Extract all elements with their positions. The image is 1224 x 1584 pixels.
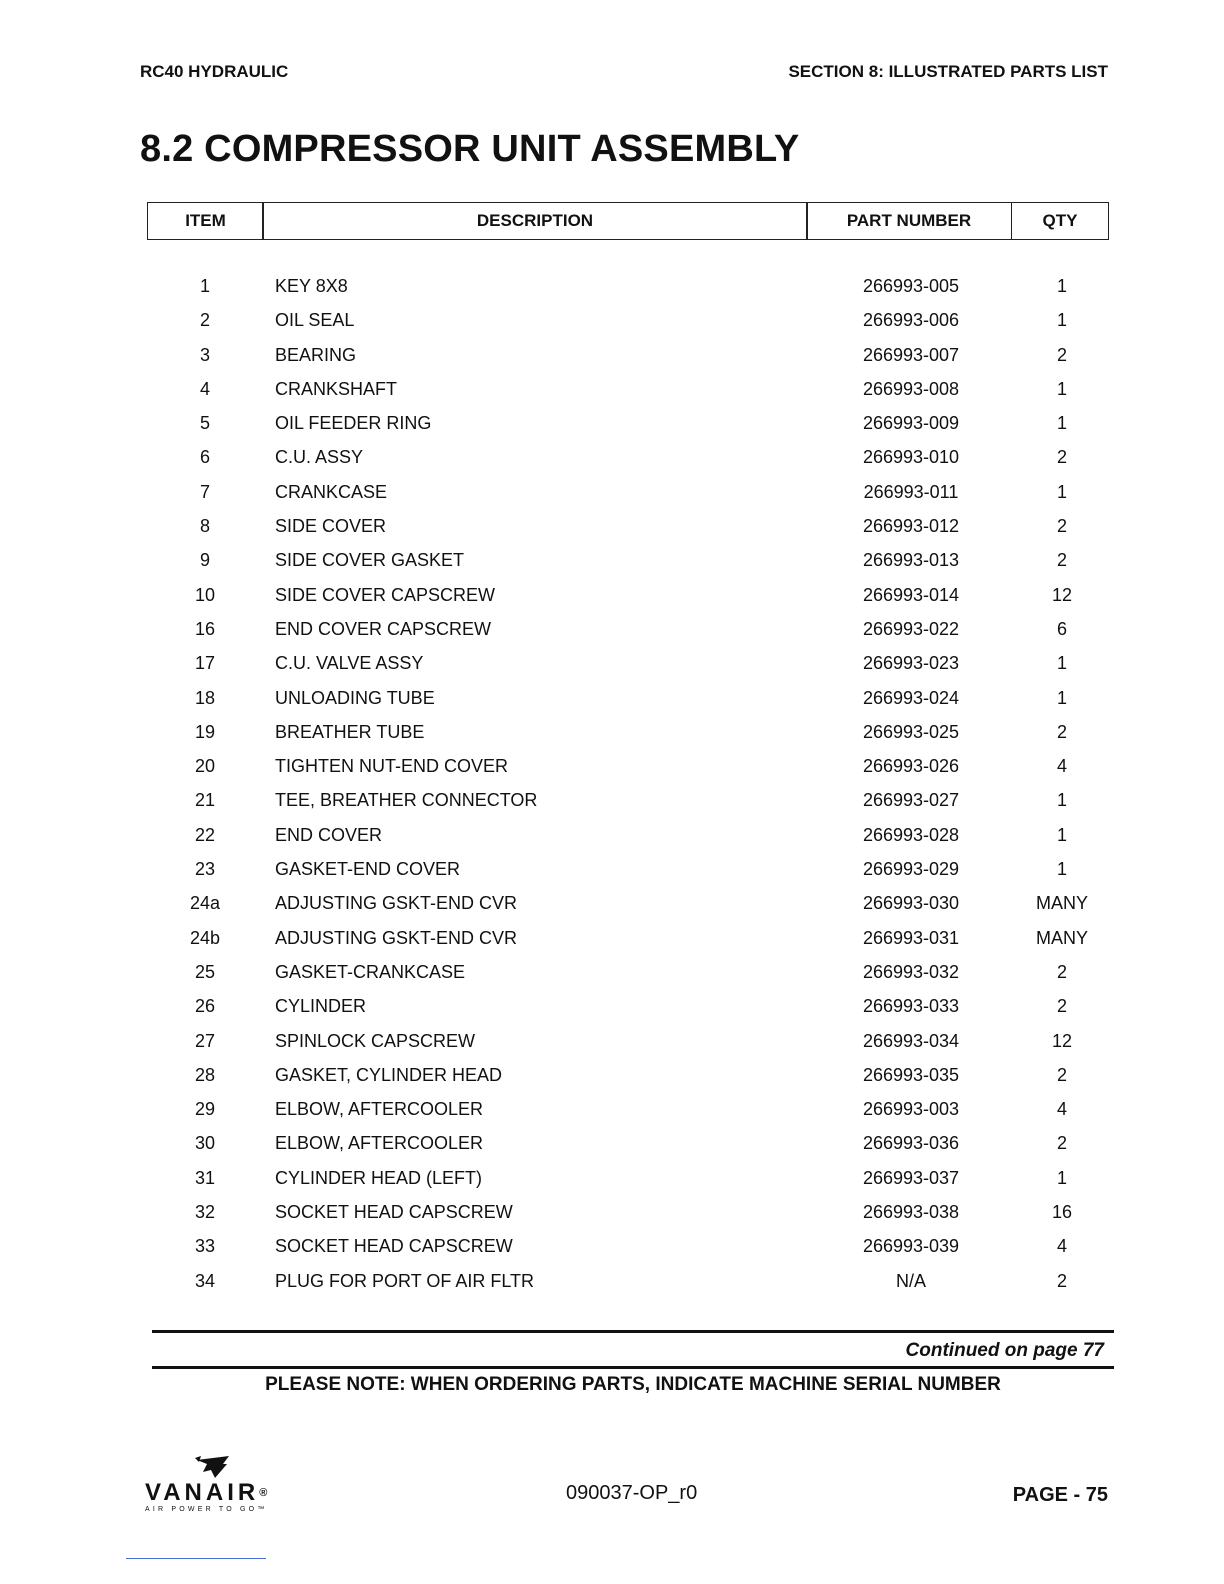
divider-bottom [152, 1366, 1114, 1369]
table-row [0, 270, 1224, 304]
registered-mark: ® [259, 1487, 268, 1499]
description-cell: C.U. VALVE ASSY [275, 653, 424, 674]
item-cell: 32 [194, 1202, 216, 1223]
qty-cell: 1 [1056, 687, 1067, 708]
table-row [0, 1025, 1224, 1059]
part-number-cell: 266993-033 [862, 996, 960, 1017]
vanair-logo [145, 1450, 305, 1513]
table-row [0, 682, 1224, 716]
part-number-cell: 266993-035 [862, 1064, 960, 1085]
description-cell: GASKET-CRANKCASE [275, 961, 466, 982]
table-row [0, 476, 1224, 510]
qty-cell: 2 [1056, 344, 1067, 365]
part-number-cell: 266993-009 [862, 413, 960, 434]
table-row [0, 750, 1224, 784]
part-number-cell: 266993-038 [862, 1202, 960, 1223]
footer-line [126, 1558, 266, 1559]
divider-top [152, 1330, 1114, 1333]
description-cell: END COVER [275, 824, 383, 845]
brand-text: VANAIR [145, 1479, 260, 1506]
description-cell: SOCKET HEAD CAPSCREW [275, 1236, 513, 1257]
item-cell: 26 [194, 996, 216, 1017]
ordering-note: PLEASE NOTE: WHEN ORDERING PARTS, INDICATE MACHINE SERIAL NUMBER [265, 1374, 1001, 1395]
qty-cell: 4 [1056, 1236, 1067, 1257]
vanair-emblem-icon [193, 1450, 233, 1480]
item-cell: 21 [194, 790, 216, 811]
description-cell: SIDE COVER GASKET [275, 550, 465, 571]
table-row [0, 407, 1224, 441]
qty-cell: 2 [1056, 1133, 1067, 1154]
table-row [0, 441, 1224, 475]
item-cell: 24a [189, 893, 221, 914]
parts-table-body [0, 270, 1224, 1299]
table-row [0, 1127, 1224, 1161]
table-row [0, 510, 1224, 544]
description-cell: BREATHER TUBE [275, 721, 425, 742]
item-cell: 25 [194, 961, 216, 982]
qty-cell: 1 [1056, 859, 1067, 880]
part-number-cell: 266993-030 [862, 893, 960, 914]
description-cell: ELBOW, AFTERCOOLER [275, 1133, 484, 1154]
table-row [0, 373, 1224, 407]
item-cell: 16 [194, 618, 216, 639]
qty-cell: 1 [1056, 790, 1067, 811]
part-number-cell: 266993-032 [862, 961, 960, 982]
qty-cell: 4 [1056, 1099, 1067, 1120]
part-number-cell: 266993-029 [862, 859, 960, 880]
description-cell: SIDE COVER [275, 516, 387, 537]
item-cell: 31 [194, 1167, 216, 1188]
qty-cell: 1 [1056, 481, 1067, 502]
qty-cell: 4 [1056, 756, 1067, 777]
part-number-cell: 266993-008 [862, 378, 960, 399]
table-row [0, 1059, 1224, 1093]
part-number-cell: 266993-013 [862, 550, 960, 571]
item-cell: 18 [194, 687, 216, 708]
part-number-cell: 266993-011 [863, 481, 959, 502]
description-cell: PLUG FOR PORT OF AIR FLTR [275, 1270, 535, 1291]
qty-cell: 1 [1056, 276, 1067, 296]
table-row [0, 544, 1224, 578]
item-cell: 19 [194, 721, 216, 742]
item-cell: 3 [199, 344, 210, 365]
table-row [0, 922, 1224, 956]
page-number: PAGE - 75 [1012, 1484, 1108, 1506]
table-row [0, 853, 1224, 887]
part-number-cell: 266993-037 [862, 1167, 960, 1188]
qty-cell: 2 [1056, 996, 1067, 1017]
table-row [0, 887, 1224, 921]
item-cell: 10 [194, 584, 216, 605]
table-row [0, 819, 1224, 853]
part-number-cell: 266993-006 [862, 310, 960, 331]
table-row [0, 956, 1224, 990]
item-cell: 8 [199, 516, 210, 537]
item-cell: 9 [199, 550, 210, 571]
item-cell: 6 [199, 447, 210, 468]
description-cell: CRANKSHAFT [275, 378, 398, 399]
qty-cell: 1 [1056, 310, 1067, 331]
table-row [0, 784, 1224, 818]
column-header-description: DESCRIPTION [262, 202, 808, 240]
qty-cell: 2 [1056, 961, 1067, 982]
qty-cell: 1 [1056, 378, 1067, 399]
table-row [0, 1093, 1224, 1127]
item-cell: 27 [194, 1030, 216, 1051]
part-number-cell: N/A [895, 1270, 926, 1291]
brand-tagline: AIR POWER TO GO™ [145, 1506, 268, 1513]
header-left: RC40 HYDRAULIC [140, 62, 289, 81]
header-right: SECTION 8: ILLUSTRATED PARTS LIST [788, 62, 1108, 81]
description-cell: C.U. ASSY [275, 447, 364, 468]
part-number-cell: 266993-026 [862, 756, 960, 777]
qty-cell: 1 [1056, 413, 1067, 434]
item-cell: 22 [194, 824, 216, 845]
qty-cell: 2 [1056, 721, 1067, 742]
table-row [0, 1196, 1224, 1230]
table-row [0, 613, 1224, 647]
part-number-cell: 266993-031 [862, 927, 960, 948]
description-cell: UNLOADING TUBE [275, 687, 435, 708]
description-cell: TIGHTEN NUT-END COVER [275, 756, 509, 777]
qty-cell: 1 [1056, 824, 1067, 845]
item-cell: 1 [199, 276, 210, 296]
item-cell: 28 [194, 1064, 216, 1085]
item-cell: 30 [194, 1133, 216, 1154]
table-row [0, 990, 1224, 1024]
description-cell: SPINLOCK CAPSCREW [275, 1030, 476, 1051]
part-number-cell: 266993-036 [862, 1133, 960, 1154]
part-number-cell: 266993-010 [862, 447, 960, 468]
item-cell: 2 [199, 310, 210, 331]
part-number-cell: 266993-028 [862, 824, 960, 845]
description-cell: SIDE COVER CAPSCREW [275, 584, 496, 605]
table-row [0, 1230, 1224, 1264]
continued-note: Continued on page 77 [905, 1340, 1104, 1361]
description-cell: ADJUSTING GSKT-END CVR [275, 927, 518, 948]
part-number-cell: 266993-025 [862, 721, 960, 742]
description-cell: OIL SEAL [275, 310, 355, 331]
item-cell: 5 [199, 413, 210, 434]
part-number-cell: 266993-012 [862, 516, 960, 537]
qty-cell: 2 [1056, 516, 1067, 537]
description-cell: KEY 8X8 [275, 276, 348, 296]
part-number-cell: 266993-022 [862, 618, 960, 639]
description-cell: CRANKCASE [275, 481, 388, 502]
item-cell: 34 [194, 1270, 216, 1291]
item-cell: 24b [189, 927, 221, 948]
description-cell: OIL FEEDER RING [275, 413, 432, 434]
column-header-part-number: PART NUMBER [806, 202, 1012, 240]
description-cell: TEE, BREATHER CONNECTOR [275, 790, 538, 811]
qty-cell: MANY [1035, 927, 1088, 948]
qty-cell: 2 [1056, 550, 1067, 571]
description-cell: GASKET, CYLINDER HEAD [275, 1064, 503, 1085]
brand-name [145, 1480, 305, 1506]
qty-cell: 2 [1056, 447, 1067, 468]
description-cell: CYLINDER [275, 996, 367, 1017]
qty-cell: 12 [1051, 584, 1073, 605]
table-row [0, 579, 1224, 613]
qty-cell: 16 [1051, 1202, 1073, 1223]
item-cell: 17 [194, 653, 216, 674]
description-cell: CYLINDER HEAD (LEFT) [275, 1167, 483, 1188]
item-cell: 4 [199, 378, 210, 399]
table-row [0, 304, 1224, 338]
description-cell: BEARING [275, 344, 357, 365]
qty-cell: 2 [1056, 1064, 1067, 1085]
part-number-cell: 266993-005 [862, 276, 960, 296]
item-cell: 23 [194, 859, 216, 880]
qty-cell: 1 [1056, 1167, 1067, 1188]
table-row [0, 1162, 1224, 1196]
column-header-qty: QTY [1011, 202, 1109, 240]
table-row [0, 339, 1224, 373]
part-number-cell: 266993-027 [862, 790, 960, 811]
table-row [0, 716, 1224, 750]
page-title: 8.2 COMPRESSOR UNIT ASSEMBLY [140, 128, 800, 170]
item-cell: 7 [199, 481, 210, 502]
description-cell: END COVER CAPSCREW [275, 618, 492, 639]
qty-cell: 1 [1056, 653, 1067, 674]
part-number-cell: 266993-024 [862, 687, 960, 708]
table-row [0, 1265, 1224, 1299]
part-number-cell: 266993-014 [862, 584, 960, 605]
qty-cell: 12 [1051, 1030, 1073, 1051]
qty-cell: MANY [1035, 893, 1088, 914]
description-cell: ADJUSTING GSKT-END CVR [275, 893, 518, 914]
column-header-item: ITEM [147, 202, 264, 240]
document-number: 090037-OP_r0 [566, 1482, 698, 1504]
part-number-cell: 266993-003 [862, 1099, 960, 1120]
description-cell: SOCKET HEAD CAPSCREW [275, 1202, 513, 1223]
item-cell: 20 [194, 756, 216, 777]
item-cell: 29 [194, 1099, 216, 1120]
part-number-cell: 266993-034 [862, 1030, 960, 1051]
description-cell: GASKET-END COVER [275, 859, 461, 880]
qty-cell: 6 [1056, 618, 1067, 639]
part-number-cell: 266993-007 [862, 344, 960, 365]
item-cell: 33 [194, 1236, 216, 1257]
description-cell: ELBOW, AFTERCOOLER [275, 1099, 484, 1120]
qty-cell: 2 [1056, 1270, 1067, 1291]
table-row [0, 647, 1224, 681]
part-number-cell: 266993-023 [862, 653, 960, 674]
part-number-cell: 266993-039 [862, 1236, 960, 1257]
